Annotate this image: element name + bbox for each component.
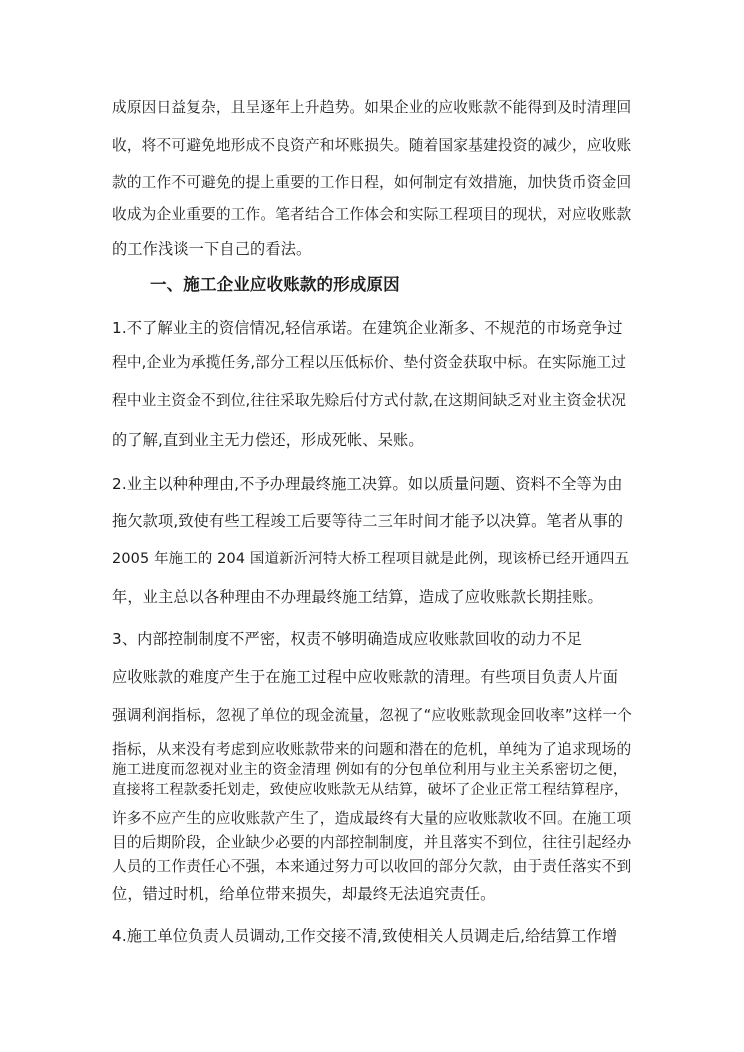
text-line: 年，业主总以各种理由不办理最终施工结算，造成了应收账款长期挂账。 — [112, 588, 603, 606]
text-line: 3、内部控制制度不严密，权责不够明确造成应收账款回收的动力不足 — [112, 630, 582, 648]
text-line: 施工进度而忽视对业主的资金清理 例如有的分包单位利用与业主关系密切之便， — [112, 762, 628, 778]
text-line: 许多不应产生的应收账款产生了，造成最终有大量的应收账款收不回。在施工项 — [112, 810, 632, 827]
text-line: 直接将工程款委托划走，致使应收账款无从结算，破坏了企业正常工程结算程序， — [112, 782, 629, 798]
text-line: 程中业主资金不到位,往往采取先赊后付方式付款,在这期间缺乏对业主资金状况 — [112, 392, 627, 409]
text-line: 收，将不可避免地形成不良资产和坏账损失。随着国家基建投资的减少，应收账 — [112, 137, 632, 154]
text-line: 目的后期阶段，企业缺少必要的内部控制制度，并且落实不到位，往往引起经办 — [112, 834, 632, 851]
text-line: 位，错过时机，给单位带来损失，却最终无法追究责任。 — [112, 885, 496, 903]
text-line: 4.施工单位负责人员调动,工作交接不清,致使相关人员调走后,给结算工作增 — [112, 927, 618, 945]
text-line: 程中,企业为承揽任务,部分工程以压低标价、垫付资金获取中标。在实际施工过 — [112, 354, 627, 371]
text-line: 收成为企业重要的工作。笔者结合工作体会和实际工程项目的现状，对应收账款 — [112, 206, 632, 223]
text-line: 的了解,直到业主无力偿还，形成死帐、呆账。 — [112, 431, 424, 449]
text-line: 1.不了解业主的资信情况,轻信承诺。在建筑企业渐多、不规范的市场竞争过 — [112, 319, 623, 337]
text-line: 拖欠款项,致使有些工程竣工后要等待二三年时间才能予以决算。笔者从事的 — [112, 512, 624, 530]
text-line: 2.业主以种种理由,不予办理最终施工决算。如以质量问题、资料不全等为由 — [112, 475, 623, 493]
text-line: 成原因日益复杂，且呈逐年上升趋势。如果企业的应收账款不能得到及时清理回 — [112, 99, 632, 116]
text-line: 应收账款的难度产生于在施工过程中应收账款的清理。有些项目负责人片面 — [112, 668, 619, 686]
section-heading: 一、施工企业应收账款的形成原因 — [150, 275, 400, 294]
text-line: 指标，从来没有考虑到应收账款带来的问题和潜在的危机，单纯为了追求现场的 — [112, 741, 632, 758]
text-line: 的工作浅谈一下自己的看法。 — [112, 240, 312, 258]
text-line: 人员的工作责任心不强，本来通过努力可以收回的部分欠款，由于责任落实不到 — [112, 858, 632, 875]
text-line: 强调利润指标，忽视了单位的现金流量，忽视了“应收账款现金回收率”这样一个 — [112, 707, 632, 724]
text-line: 款的工作不可避免的提上重要的工作日程，如何制定有效措施，加快货币资金回 — [112, 174, 632, 191]
text-line: 2005 年施工的 204 国道新沂河特大桥工程项目就是此例，现该桥已经开通四五 — [112, 551, 630, 567]
